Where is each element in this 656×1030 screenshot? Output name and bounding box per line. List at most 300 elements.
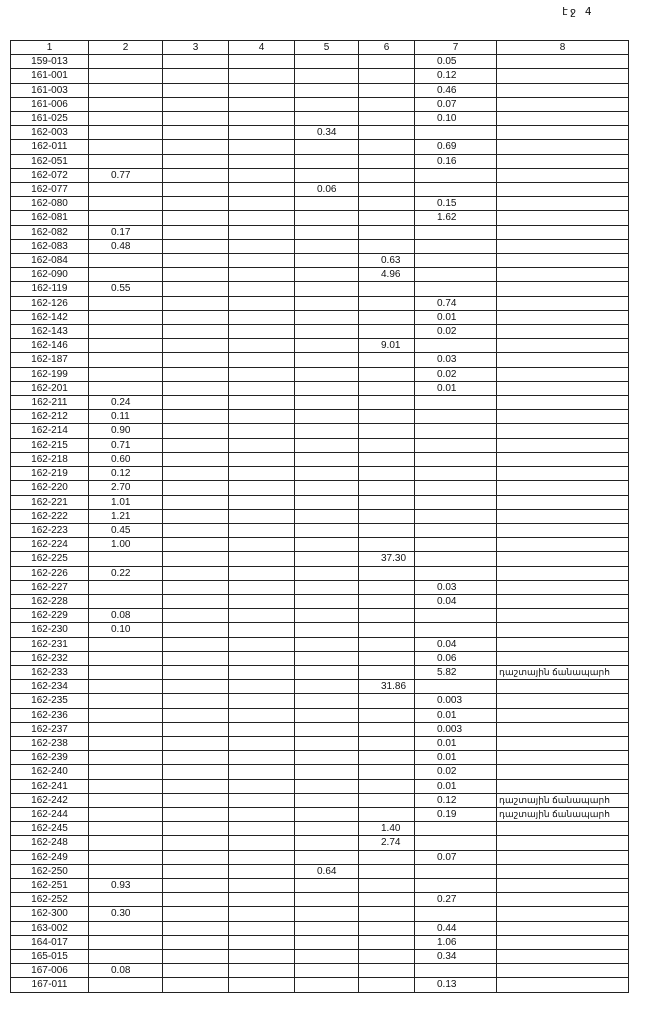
- table-cell: [359, 623, 415, 637]
- parcel-code-cell: 162-084: [11, 254, 89, 268]
- table-cell: [229, 55, 295, 69]
- table-row: [11, 921, 629, 935]
- table-row: [11, 254, 629, 268]
- table-cell: [359, 140, 415, 154]
- table-cell: [89, 197, 163, 211]
- parcel-code-cell: 161-025: [11, 112, 89, 126]
- table-cell: [415, 836, 497, 850]
- table-cell: [229, 765, 295, 779]
- table-row: [11, 467, 629, 481]
- parcel-code-cell: 162-051: [11, 154, 89, 168]
- table-cell: [295, 850, 359, 864]
- table-cell: դաշտային ճանապարհ: [497, 807, 629, 821]
- table-cell: [89, 637, 163, 651]
- parcel-code-cell: 162-232: [11, 651, 89, 665]
- table-cell: [229, 665, 295, 679]
- table-cell: [295, 339, 359, 353]
- table-cell: 0.17: [89, 225, 163, 239]
- table-cell: 0.48: [89, 239, 163, 253]
- table-cell: 0.03: [415, 580, 497, 594]
- table-cell: [497, 964, 629, 978]
- parcel-code-cell: 162-226: [11, 566, 89, 580]
- table-row: [11, 523, 629, 537]
- table-cell: 1.01: [89, 495, 163, 509]
- table-cell: [359, 694, 415, 708]
- table-cell: [163, 665, 229, 679]
- table-cell: [163, 822, 229, 836]
- table-cell: [89, 339, 163, 353]
- table-cell: [359, 467, 415, 481]
- table-cell: [359, 97, 415, 111]
- table-row: [11, 694, 629, 708]
- table-cell: [497, 168, 629, 182]
- parcel-code-cell: 162-199: [11, 367, 89, 381]
- table-cell: դաշտային ճանապարհ: [497, 665, 629, 679]
- table-cell: [295, 651, 359, 665]
- table-cell: 0.07: [415, 97, 497, 111]
- table-cell: [497, 197, 629, 211]
- table-row: [11, 239, 629, 253]
- table-row: [11, 978, 629, 992]
- table-cell: 0.24: [89, 396, 163, 410]
- table-cell: [229, 552, 295, 566]
- table-row: [11, 807, 629, 821]
- parcel-code-cell: 162-235: [11, 694, 89, 708]
- parcel-code-cell: 162-126: [11, 296, 89, 310]
- table-cell: [163, 254, 229, 268]
- table-cell: [229, 964, 295, 978]
- parcel-code-cell: 162-300: [11, 907, 89, 921]
- table-row: [11, 225, 629, 239]
- table-body: [11, 55, 629, 992]
- table-cell: [359, 225, 415, 239]
- table-cell: [89, 154, 163, 168]
- column-header: 3: [163, 41, 229, 55]
- table-cell: [229, 112, 295, 126]
- table-cell: [295, 950, 359, 964]
- table-cell: [497, 651, 629, 665]
- table-cell: [295, 878, 359, 892]
- table-cell: [359, 751, 415, 765]
- table-row: [11, 367, 629, 381]
- table-cell: [163, 197, 229, 211]
- table-row: [11, 140, 629, 154]
- table-cell: [163, 935, 229, 949]
- land-parcel-table: [10, 40, 629, 993]
- table-cell: [229, 410, 295, 424]
- table-row: [11, 765, 629, 779]
- table-cell: 0.08: [89, 964, 163, 978]
- table-cell: 0.45: [89, 523, 163, 537]
- column-header: 6: [359, 41, 415, 55]
- table-cell: 0.10: [89, 623, 163, 637]
- table-cell: [163, 637, 229, 651]
- table-row: [11, 310, 629, 324]
- parcel-code-cell: 162-250: [11, 864, 89, 878]
- table-cell: [359, 793, 415, 807]
- table-cell: [229, 339, 295, 353]
- table-cell: [295, 907, 359, 921]
- table-cell: 0.06: [415, 651, 497, 665]
- table-cell: [359, 566, 415, 580]
- parcel-code-cell: 162-119: [11, 282, 89, 296]
- table-cell: [163, 722, 229, 736]
- table-cell: 0.30: [89, 907, 163, 921]
- table-row: [11, 538, 629, 552]
- table-cell: [89, 552, 163, 566]
- parcel-code-cell: 162-224: [11, 538, 89, 552]
- table-cell: [163, 282, 229, 296]
- table-cell: [359, 893, 415, 907]
- table-cell: [229, 353, 295, 367]
- table-cell: [497, 310, 629, 324]
- table-cell: 0.08: [89, 609, 163, 623]
- table-cell: 0.60: [89, 452, 163, 466]
- table-cell: [229, 523, 295, 537]
- table-cell: [497, 609, 629, 623]
- parcel-code-cell: 162-234: [11, 680, 89, 694]
- table-row: [11, 509, 629, 523]
- table-row: [11, 481, 629, 495]
- table-cell: [163, 225, 229, 239]
- table-cell: [229, 282, 295, 296]
- table-cell: [229, 907, 295, 921]
- table-row: [11, 83, 629, 97]
- table-cell: [359, 538, 415, 552]
- table-cell: [415, 225, 497, 239]
- table-cell: [359, 864, 415, 878]
- table-cell: [229, 609, 295, 623]
- table-cell: [415, 552, 497, 566]
- table-cell: [359, 353, 415, 367]
- table-cell: [497, 765, 629, 779]
- table-cell: [497, 495, 629, 509]
- table-cell: [359, 594, 415, 608]
- table-cell: [163, 523, 229, 537]
- table-cell: [359, 367, 415, 381]
- table-cell: [229, 495, 295, 509]
- table-cell: [229, 83, 295, 97]
- parcel-code-cell: 162-011: [11, 140, 89, 154]
- table-cell: [359, 424, 415, 438]
- table-cell: [295, 353, 359, 367]
- table-cell: 0.46: [415, 83, 497, 97]
- table-row: [11, 609, 629, 623]
- parcel-code-cell: 162-237: [11, 722, 89, 736]
- table-row: [11, 325, 629, 339]
- table-cell: [497, 410, 629, 424]
- parcel-code-cell: 162-238: [11, 736, 89, 750]
- table-cell: [497, 637, 629, 651]
- table-cell: [163, 736, 229, 750]
- table-cell: [163, 69, 229, 83]
- table-cell: [229, 637, 295, 651]
- table-cell: [415, 452, 497, 466]
- table-cell: [89, 126, 163, 140]
- table-cell: [89, 83, 163, 97]
- table-row: [11, 935, 629, 949]
- table-cell: [229, 950, 295, 964]
- table-cell: [497, 452, 629, 466]
- parcel-code-cell: 162-090: [11, 268, 89, 282]
- parcel-code-cell: 162-222: [11, 509, 89, 523]
- table-row: [11, 211, 629, 225]
- table-cell: 0.34: [415, 950, 497, 964]
- table-cell: [229, 140, 295, 154]
- table-row: [11, 353, 629, 367]
- parcel-code-cell: 159-013: [11, 55, 89, 69]
- table-cell: 0.04: [415, 637, 497, 651]
- column-header: 2: [89, 41, 163, 55]
- table-row: [11, 339, 629, 353]
- table-cell: [229, 69, 295, 83]
- table-cell: [497, 296, 629, 310]
- table-cell: 0.77: [89, 168, 163, 182]
- table-cell: 0.34: [295, 126, 359, 140]
- table-cell: [497, 523, 629, 537]
- table-cell: 0.003: [415, 722, 497, 736]
- parcel-code-cell: 162-221: [11, 495, 89, 509]
- table-cell: [163, 438, 229, 452]
- table-cell: 0.10: [415, 112, 497, 126]
- table-cell: [359, 651, 415, 665]
- parcel-code-cell: 162-215: [11, 438, 89, 452]
- table-cell: [497, 538, 629, 552]
- table-cell: [163, 978, 229, 992]
- table-cell: [497, 55, 629, 69]
- table-cell: [295, 225, 359, 239]
- table-row: [11, 722, 629, 736]
- page-number: էջ 4: [562, 5, 593, 18]
- table-cell: [359, 878, 415, 892]
- table-cell: [229, 325, 295, 339]
- table-cell: [229, 126, 295, 140]
- table-cell: [295, 254, 359, 268]
- table-row: [11, 183, 629, 197]
- table-cell: [359, 83, 415, 97]
- table-cell: [229, 438, 295, 452]
- table-row: [11, 452, 629, 466]
- table-cell: [229, 779, 295, 793]
- table-cell: [359, 55, 415, 69]
- table-cell: [295, 197, 359, 211]
- table-cell: [229, 751, 295, 765]
- table-row: [11, 296, 629, 310]
- table-cell: [359, 736, 415, 750]
- parcel-code-cell: 162-201: [11, 381, 89, 395]
- table-row: [11, 495, 629, 509]
- parcel-code-cell: 162-072: [11, 168, 89, 182]
- table-cell: 0.02: [415, 367, 497, 381]
- table-cell: [497, 751, 629, 765]
- table-cell: [163, 708, 229, 722]
- table-cell: 0.06: [295, 183, 359, 197]
- table-cell: [295, 580, 359, 594]
- table-cell: [497, 950, 629, 964]
- table-cell: [163, 864, 229, 878]
- table-row: [11, 950, 629, 964]
- table-cell: [229, 722, 295, 736]
- table-cell: [497, 211, 629, 225]
- table-cell: [163, 126, 229, 140]
- table-cell: [295, 822, 359, 836]
- table-cell: [359, 381, 415, 395]
- table-cell: [163, 651, 229, 665]
- table-row: [11, 793, 629, 807]
- table-cell: [497, 467, 629, 481]
- table-cell: [359, 509, 415, 523]
- table-cell: [415, 268, 497, 282]
- table-cell: 0.93: [89, 878, 163, 892]
- table-cell: [89, 665, 163, 679]
- table-cell: [295, 112, 359, 126]
- table-cell: [229, 807, 295, 821]
- table-cell: [359, 978, 415, 992]
- parcel-code-cell: 162-218: [11, 452, 89, 466]
- table-cell: [497, 424, 629, 438]
- table-cell: [295, 623, 359, 637]
- table-cell: [497, 907, 629, 921]
- table-cell: [89, 793, 163, 807]
- table-cell: 1.62: [415, 211, 497, 225]
- table-header: [11, 41, 629, 55]
- table-cell: [359, 907, 415, 921]
- parcel-code-cell: 162-245: [11, 822, 89, 836]
- table-cell: [359, 609, 415, 623]
- table-cell: [89, 310, 163, 324]
- table-cell: [229, 154, 295, 168]
- table-row: [11, 268, 629, 282]
- table-cell: [89, 765, 163, 779]
- table-cell: [163, 680, 229, 694]
- table-cell: [163, 950, 229, 964]
- table-cell: [229, 921, 295, 935]
- table-cell: [229, 893, 295, 907]
- column-header: 8: [497, 41, 629, 55]
- table-cell: [229, 254, 295, 268]
- table-cell: [229, 623, 295, 637]
- table-row: [11, 665, 629, 679]
- table-cell: [497, 836, 629, 850]
- table-cell: [415, 183, 497, 197]
- table-cell: [163, 481, 229, 495]
- table-cell: [89, 97, 163, 111]
- table-cell: [295, 481, 359, 495]
- table-cell: [89, 694, 163, 708]
- table-cell: [359, 282, 415, 296]
- table-cell: [497, 69, 629, 83]
- parcel-code-cell: 162-240: [11, 765, 89, 779]
- table-row: [11, 112, 629, 126]
- table-cell: [229, 594, 295, 608]
- table-cell: [229, 651, 295, 665]
- table-cell: 0.71: [89, 438, 163, 452]
- table-cell: [163, 580, 229, 594]
- table-cell: [359, 183, 415, 197]
- table-cell: 0.01: [415, 779, 497, 793]
- table-row: [11, 907, 629, 921]
- table-cell: 0.01: [415, 708, 497, 722]
- table-cell: [89, 978, 163, 992]
- table-cell: [497, 580, 629, 594]
- table-cell: [359, 850, 415, 864]
- table-row: [11, 154, 629, 168]
- table-cell: [497, 140, 629, 154]
- table-cell: [497, 225, 629, 239]
- parcel-code-cell: 162-228: [11, 594, 89, 608]
- table-cell: [295, 282, 359, 296]
- table-cell: [295, 154, 359, 168]
- table-row: [11, 438, 629, 452]
- table-cell: [163, 836, 229, 850]
- table-cell: [229, 452, 295, 466]
- table-cell: [359, 665, 415, 679]
- table-cell: [229, 850, 295, 864]
- table-cell: [229, 566, 295, 580]
- parcel-code-cell: 167-011: [11, 978, 89, 992]
- table-cell: [163, 566, 229, 580]
- table-cell: 0.22: [89, 566, 163, 580]
- table-cell: [359, 779, 415, 793]
- table-cell: [229, 396, 295, 410]
- parcel-code-cell: 162-239: [11, 751, 89, 765]
- table-cell: [229, 978, 295, 992]
- table-row: [11, 864, 629, 878]
- table-cell: [89, 807, 163, 821]
- table-cell: [359, 481, 415, 495]
- table-cell: 0.01: [415, 310, 497, 324]
- table-cell: [89, 367, 163, 381]
- table-cell: [163, 424, 229, 438]
- table-cell: [163, 921, 229, 935]
- table-cell: [163, 83, 229, 97]
- parcel-code-cell: 162-220: [11, 481, 89, 495]
- table-cell: [295, 538, 359, 552]
- parcel-code-cell: 162-187: [11, 353, 89, 367]
- table-row: [11, 396, 629, 410]
- table-cell: 1.00: [89, 538, 163, 552]
- table-row: [11, 850, 629, 864]
- table-row: [11, 126, 629, 140]
- table-cell: [163, 154, 229, 168]
- table-cell: [229, 225, 295, 239]
- table-cell: [89, 950, 163, 964]
- table-cell: [415, 282, 497, 296]
- table-cell: 1.40: [359, 822, 415, 836]
- table-cell: [295, 424, 359, 438]
- table-cell: [89, 353, 163, 367]
- table-cell: [89, 708, 163, 722]
- table-cell: [163, 140, 229, 154]
- table-cell: 0.16: [415, 154, 497, 168]
- table-cell: [497, 154, 629, 168]
- table-cell: [497, 680, 629, 694]
- table-cell: [359, 126, 415, 140]
- table-cell: [163, 964, 229, 978]
- table-cell: [415, 495, 497, 509]
- table-cell: [229, 211, 295, 225]
- parcel-code-cell: 162-211: [11, 396, 89, 410]
- table-cell: [295, 140, 359, 154]
- table-cell: 5.82: [415, 665, 497, 679]
- parcel-code-cell: 162-219: [11, 467, 89, 481]
- table-cell: [295, 325, 359, 339]
- table-cell: [497, 239, 629, 253]
- table-cell: [359, 310, 415, 324]
- table-cell: [497, 268, 629, 282]
- column-header: 1: [11, 41, 89, 55]
- table-cell: [359, 410, 415, 424]
